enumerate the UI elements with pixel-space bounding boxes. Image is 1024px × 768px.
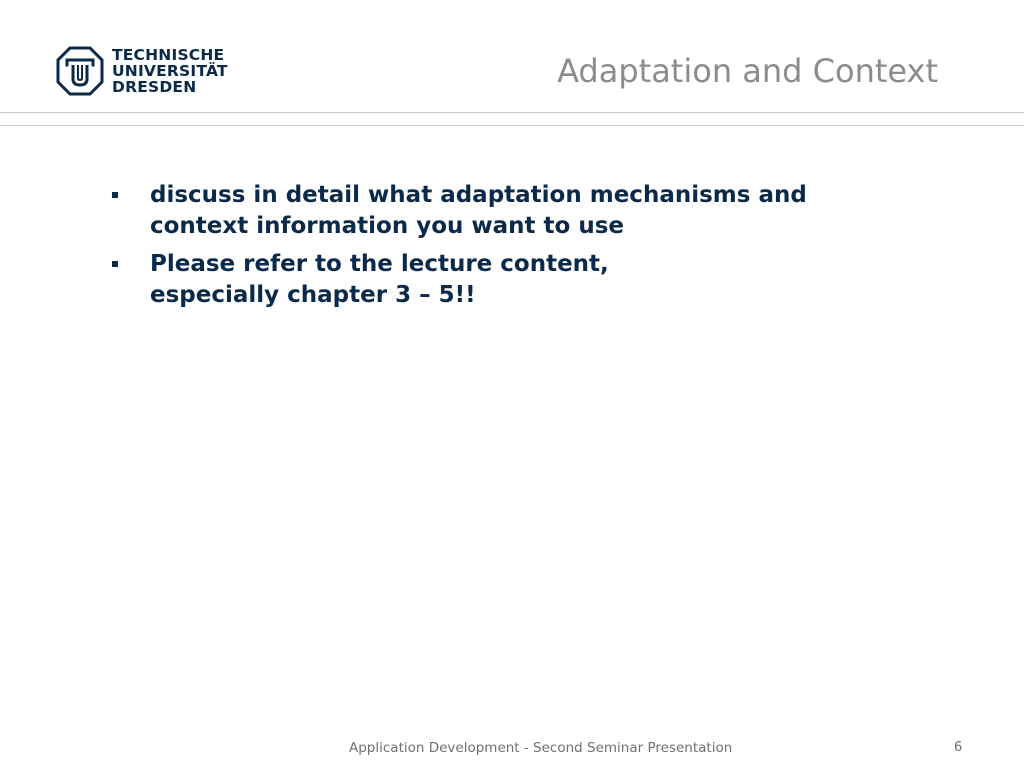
university-logo: [56, 46, 228, 96]
bullet-text-line: especially chapter 3 – 5!!: [150, 282, 476, 308]
bullet-text-line: discuss in detail what adaptation mechanisms and: [150, 182, 807, 208]
bullet-text-line: context information you want to use: [150, 213, 624, 239]
tu-dresden-emblem-icon: [56, 46, 104, 96]
bullet-item: [112, 249, 912, 311]
bullet-square-icon: [112, 261, 118, 267]
logo-line-1: TECHNISCHE: [112, 46, 225, 64]
footer-presentation-title: Application Development - Second Seminar Presentation: [349, 740, 733, 756]
bullet-list: [112, 180, 912, 318]
logo-line-2: UNIVERSITÄT: [112, 62, 228, 80]
header-divider-bottom: [0, 125, 1024, 126]
page-number: 6: [954, 740, 963, 755]
header-divider-top: [0, 112, 1024, 113]
bullet-text-line: Please refer to the lecture content,: [150, 251, 609, 277]
logo-line-3: DRESDEN: [112, 78, 197, 96]
bullet-square-icon: [112, 192, 118, 198]
bullet-item: [112, 180, 912, 242]
logo-wordmark: [112, 47, 228, 95]
slide-title: Adaptation and Context: [557, 52, 938, 90]
